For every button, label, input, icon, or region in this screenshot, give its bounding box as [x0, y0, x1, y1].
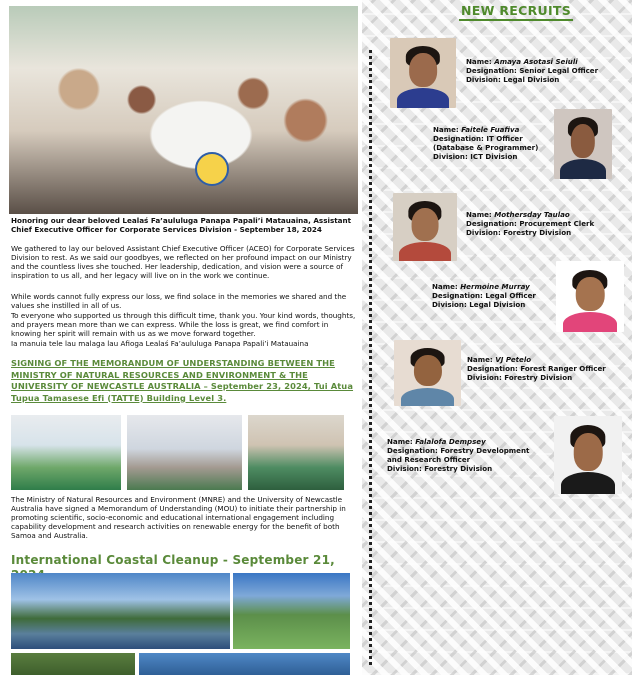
recruit-detail-line: Division: Legal Division	[432, 300, 526, 309]
torso-shape	[399, 242, 450, 261]
recruit-detail-line: Division: Forestry Division	[387, 464, 493, 473]
recruit-name-line	[467, 355, 627, 364]
recruit-detail-line: Designation: Forest Ranger Officer	[467, 364, 606, 373]
name-label: Name:	[432, 282, 461, 291]
farewell-group-photo	[9, 6, 358, 214]
recruit-detail-line: Division: Forestry Division	[466, 228, 572, 237]
torso-shape	[561, 472, 615, 494]
recruit-detail-line: Designation: Legal Officer	[432, 291, 536, 300]
name-label: Name:	[433, 125, 462, 134]
recruit-photo	[556, 261, 624, 332]
recruit-name-line	[466, 210, 626, 219]
face-shape	[571, 124, 595, 158]
recruit-detail-line: (Database & Programmer)	[433, 143, 539, 152]
recruit-photo	[394, 340, 461, 406]
name-label: Name:	[466, 57, 495, 66]
recruit-detail-line: Designation: IT Officer	[433, 134, 523, 143]
recruit-info	[433, 125, 551, 161]
new-recruits-panel	[362, 0, 632, 675]
recruit-name-line	[466, 57, 626, 66]
farewell-paragraph-1: We gathered to lay our beloved Assistant Chief Executive Officer (ACEO) for Corporate Services Division to rest. As we said our goodbyes, we reflected on her profound impact on our Ministry and the countless lives she touched. Her leadership, dedication, and vision were a source of inspiration to us all, and her legacy will live on in the work we continue.	[11, 244, 355, 280]
recruit-detail-line: Designation: Senior Legal Officer	[466, 66, 599, 75]
recruit-info	[432, 282, 552, 309]
torso-shape	[563, 312, 617, 332]
cleanup-photo-2	[233, 573, 350, 649]
farewell-paragraph-4: Ia manuia tele lau malaga lau Afioga Lealaś Fa’aululuga Panapa Papali’i Matauaina	[11, 339, 309, 348]
cleanup-photo-1	[11, 573, 230, 649]
face-shape	[576, 277, 605, 311]
face-shape	[409, 53, 437, 87]
farewell-paragraph-2: While words cannot fully express our loss, we find solace in the memories we shared and the values she instilled in all of us.	[11, 292, 347, 310]
farewell-paragraph-3: To everyone who supported us through this difficult time, thank you. Your kind words, thoughts, and prayers mean more than we can express. While the loss is great, we find comfort in knowing her spirit will remain with us as we move forward together.	[11, 311, 356, 338]
torso-shape	[560, 159, 606, 179]
face-shape	[412, 208, 439, 241]
cleanup-photo-3	[11, 653, 135, 675]
name-label: Name:	[466, 210, 495, 219]
name-label: Name:	[467, 355, 496, 364]
name-label: Name:	[387, 437, 416, 446]
recruit-detail-line: and Research Officer	[387, 455, 471, 464]
recruit-info	[467, 355, 627, 382]
mou-photo-2	[127, 415, 242, 490]
recruit-info	[466, 57, 626, 84]
recruit-detail-line: Designation: Procurement Clerk	[466, 219, 595, 228]
recruit-photo	[554, 416, 622, 494]
recruit-name: Falalofa Dempsey	[415, 437, 486, 446]
mou-photo-1	[11, 415, 121, 490]
cleanup-photo-4	[139, 653, 350, 675]
recruit-detail-line: Designation: Forestry Development	[387, 446, 530, 455]
recruit-name-line	[433, 125, 551, 134]
cleanup-heading: International Coastal Cleanup - September 21,	[11, 553, 335, 567]
column-divider	[369, 50, 372, 665]
recruit-photo	[393, 193, 457, 261]
farewell-caption: Honoring our dear beloved Lealaś Fa’aululuga Panapa Papali’i Matauaina, Assistant Chief Executive Officer for Corporate Services Division - September 18, 2024	[11, 216, 352, 234]
recruit-name: Hermoine Murray	[460, 282, 530, 291]
mou-photo-3	[248, 415, 344, 490]
recruit-detail-line: Division: ICT Division	[433, 152, 518, 161]
face-shape	[574, 433, 603, 470]
recruit-detail-line: Division: Forestry Division	[467, 373, 573, 382]
torso-shape	[401, 388, 455, 406]
recruit-info	[387, 437, 557, 473]
recruit-name: VJ Petelo	[495, 355, 532, 364]
ministry-seal-emblem	[195, 152, 229, 186]
torso-shape	[397, 88, 450, 108]
recruit-name: Faitele Fuafiva	[461, 125, 520, 134]
new-recruits-title: NEW RECRUITS	[459, 3, 573, 21]
recruit-photo	[554, 109, 612, 179]
recruit-info	[466, 210, 626, 237]
mou-body-text: The Ministry of Natural Resources and Environment (MNRE) and the University of Newcastle Australia have signed a Memorandum of Understanding (MOU) to initiate their partnership in promoting scientific, socio-economic and educational international engagement including capability development and research activities on renewable energy for the benefit of both Samoa and Australia.	[11, 495, 346, 540]
recruit-name: Amaya Asotasi Seiuli	[494, 57, 578, 66]
recruit-photo	[390, 38, 456, 108]
recruit-name-line	[387, 437, 557, 446]
recruit-name: Mothersday Taulao	[494, 210, 570, 219]
face-shape	[413, 355, 441, 387]
mou-heading: SIGNING OF THE MEMORANDUM OF UNDERSTANDING BETWEEN THE MINISTRY OF NATURAL RESOURCES AND ENVIRONMENT & THE UNIVERSITY OF NEWCASTLE AUSTRALIA – September 23, 2024, Tui Atua Tupua Tamasese Efi (TATTE) Building Level 3.	[11, 358, 354, 403]
recruit-name-line	[432, 282, 552, 291]
recruit-detail-line: Division: Legal Division	[466, 75, 560, 84]
